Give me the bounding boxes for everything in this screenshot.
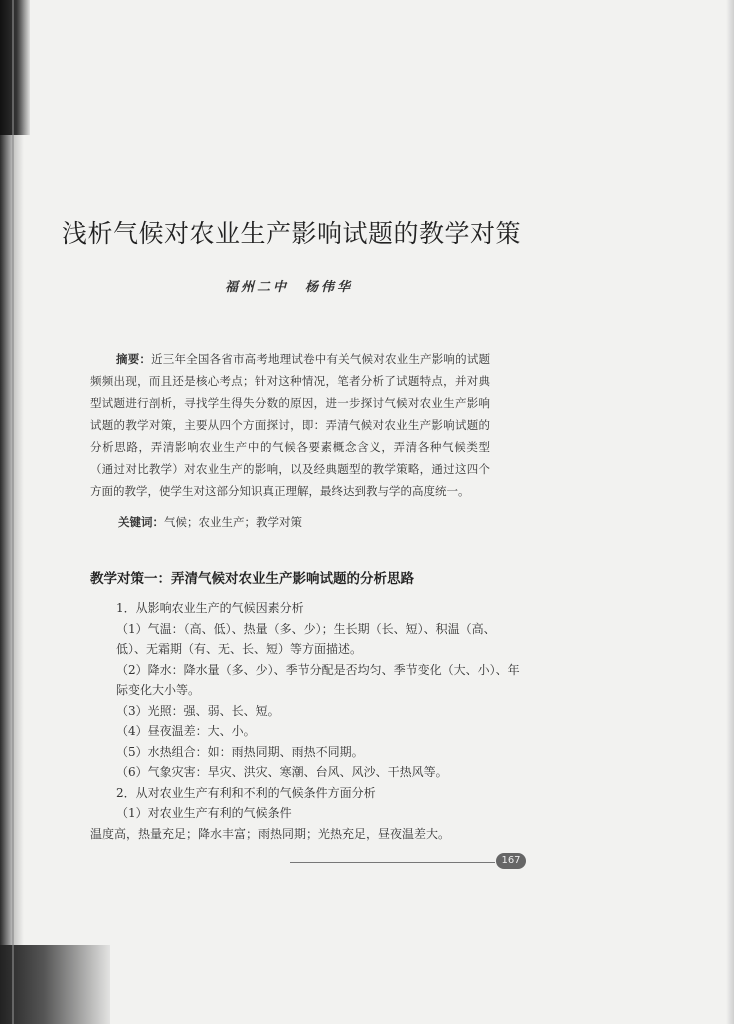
keywords-label: 关键词： xyxy=(118,515,164,529)
page-fold-line xyxy=(12,0,14,1024)
scan-dark-corner-top xyxy=(0,0,30,135)
body-text xyxy=(90,598,520,844)
body-line: （1）对农业生产有利的气候条件 xyxy=(116,806,292,820)
body-line: （3）光照：强、弱、长、短。 xyxy=(116,703,280,718)
body-line: （2）降水：降水量（多、少）、季节分配是否均匀、季节变化（大、小）、年际变化大小等。 xyxy=(116,662,520,697)
abstract-text: 近三年全国各省市高考地理试卷中有关气候对农业生产影响的试题频频出现，而且还是核心考点；针对这种情况，笔者分析了试题特点，并对典型试题进行剖析，寻找学生得失分数的原因，进一步探讨气候对农业生产影响试题的教学对策，主要从四个方面探讨，即：弄清气候对农业生产影响试题的分析思路，弄清影响农业生产中的气候各要素概念含义，弄清各种气候类型（通过对比教学）对农业生产的影响，以及经典题型的教学策略，通过这四个方面的教学，使学生对这部分知识真正理解，最终达到教与学的高度统一。 xyxy=(90,352,491,498)
article-author: 福州二中 杨伟华 xyxy=(225,280,354,295)
scan-right-edge xyxy=(726,0,734,1024)
keywords-text: 气候；农业生产；教学对策 xyxy=(164,515,302,529)
article-title: 浅析气候对农业生产影响试题的教学对策 xyxy=(62,219,522,248)
body-line: 2．从对农业生产有利和不利的气候条件方面分析 xyxy=(116,785,376,800)
body-line: （1）气温：（高、低）、热量（多、少）；生长期（长、短）、积温（高、低）、无霜期（有、无、长、短）等方面描述。 xyxy=(116,621,496,656)
abstract xyxy=(90,348,490,502)
body-line: （6）气象灾害：旱灾、洪灾、寒潮、台风、风沙、干热风等。 xyxy=(116,765,448,779)
abstract-label: 摘要： xyxy=(116,352,152,366)
body-line: （4）昼夜温差：大、小。 xyxy=(116,724,256,738)
scan-shadow-left-fade xyxy=(14,0,24,1024)
body-line: 1．从影响农业生产的气候因素分析 xyxy=(116,601,304,615)
section-heading: 教学对策一：弄清气候对农业生产影响试题的分析思路 xyxy=(90,571,414,587)
body-line: （5）水热组合：如：雨热同期、雨热不同期。 xyxy=(116,744,364,759)
keywords xyxy=(118,514,302,530)
body-line: 温度高，热量充足；降水丰富；雨热同期；光热充足，昼夜温差大。 xyxy=(90,826,451,841)
footer-rule xyxy=(290,862,495,863)
scan-dark-corner-bottom xyxy=(0,945,110,1024)
page-number: 167 xyxy=(496,853,526,869)
